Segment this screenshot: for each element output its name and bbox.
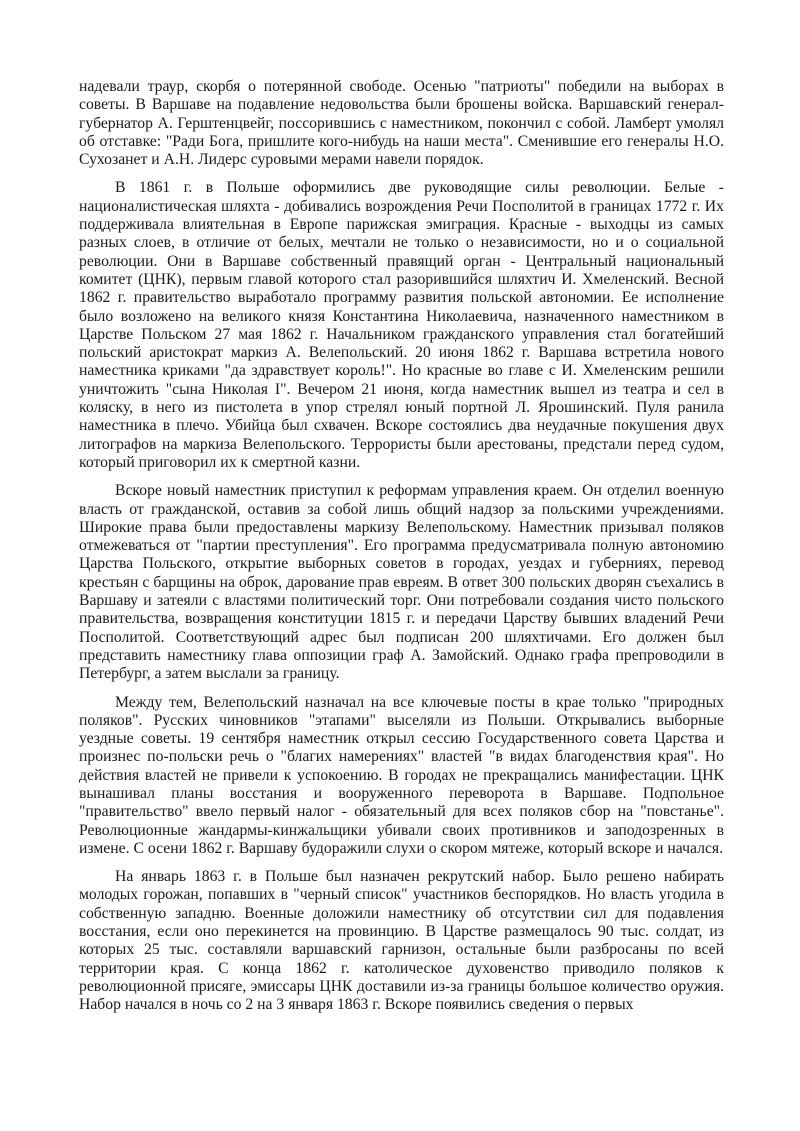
paragraph-1: надевали траур, скорбя о потерянной свободе. Осенью "патриоты" победили на выборах в советы. В Варшаве на подавление недовольства были брошены войска. Варшавский генерал-губернатор А. Герштенцвейг, поссорившись с наместником, покончил с собой. Ламберт умолял об отставке: "Ради Бога, пришлите кого-нибудь на наши места". Сменившие его генералы Н.О. Сухозанет и А.Н. Лидерс суровыми мерами навели порядок. [79,78,724,169]
paragraph-5: На январь 1863 г. в Польше был назначен рекрутский набор. Было решено набирать молодых горожан, попавших в "черный список" участников беспорядков. Но власть угодила в собственную западню. Военные доложили наместнику об отсутствии сил для подавления восстания, если оно перекинется на провинцию. В Царстве размещалось 90 тыс. солдат, из которых 25 тыс. составляли варшавский гарнизон, остальные были разбросаны по всей территории края. С конца 1862 г. католическое духовенство приводило поляков к революционной присяге, эмиссары ЦНК доставили из-за границы большое количество оружия. Набор начался в ночь со 2 на 3 января 1863 г. Вскоре появились сведения о первых [79,868,724,1014]
document-page [79,78,724,1025]
paragraph-2: В 1861 г. в Польше оформились две руководящие силы революции. Белые - националистическая шляхта - добивались возрождения Речи Посполитой в границах 1772 г. Их поддерживала влиятельная в Европе парижская эмиграция. Красные - выходцы из самых разных слоев, в отличие от белых, мечтали не только о независимости, но и о социальной революции. Они в Варшаве собственный правящий орган - Центральный национальный комитет (ЦНК), первым главой которого стал разорившийся шляхтич И. Хмеленский. Весной 1862 г. правительство выработало программу развития польской автономии. Ее исполнение было возложено на великого князя Константина Николаевича, назначенного наместником в Царстве Польском 27 мая 1862 г. Начальником гражданского управления стал богатейший польский аристократ маркиз А. Велепольский. 20 июня 1862 г. Варшава встретила нового наместника криками "да здравствует король!". Но красные во главе с И. Хмеленским решили уничтожить "сына Николая I". Вечером 21 июня, когда наместник вышел из театра и сел в коляску, в него из пистолета в упор стрелял юный портной Л. Ярошинский. Пуля ранила наместника в плечо. Убийца был схвачен. Вскоре состоялись два неудачные покушения двух литографов на маркиза Велепольского. Террористы были арестованы, предстали перед судом, который приговорил их к смертной казни. [79,179,724,471]
paragraph-3: Вскоре новый наместник приступил к реформам управления краем. Он отделил военную власть от гражданской, оставив за собой лишь общий надзор за польскими учреждениями. Широкие права были предоставлены маркизу Велепольскому. Наместник призывал поляков отмежеваться от "партии преступления". Его программа предусматривала полную автономию Царства Польского, открытие выборных советов в городах, уездах и губерниях, перевод крестьян с барщины на оброк, дарование прав евреям. В ответ 300 польских дворян съехались в Варшаву и затеяли с властями политический торг. Они потребовали создания чисто польского правительства, возвращения конституции 1815 г. и передачи Царству бывших владений Речи Посполитой. Соответствующий адрес был подписан 200 шляхтичами. Его должен был представить наместнику глава оппозиции граф А. Замойский. Однако графа препроводили в Петербург, а затем выслали за границу. [79,482,724,683]
paragraph-4: Между тем, Велепольский назначал на все ключевые посты в крае только "природных поляков". Русских чиновников "этапами" выселяли из Польши. Открывались выборные уездные советы. 19 сентября наместник открыл сессию Государственного совета Царства и произнес по-польски речь о "благих намерениях" властей "в видах благоденствия края". Но действия властей не привели к успокоению. В городах не прекращались манифестации. ЦНК вынашивал планы восстания и вооруженного переворота в Варшаве. Подпольное "правительство" ввело первый налог - обязательный для всех поляков сбор на "повстанье". Революционные жандармы-кинжальщики убивали своих противников и заподозренных в измене. С осени 1862 г. Варшаву будоражили слухи о скором мятеже, который вскоре и начался. [79,693,724,857]
